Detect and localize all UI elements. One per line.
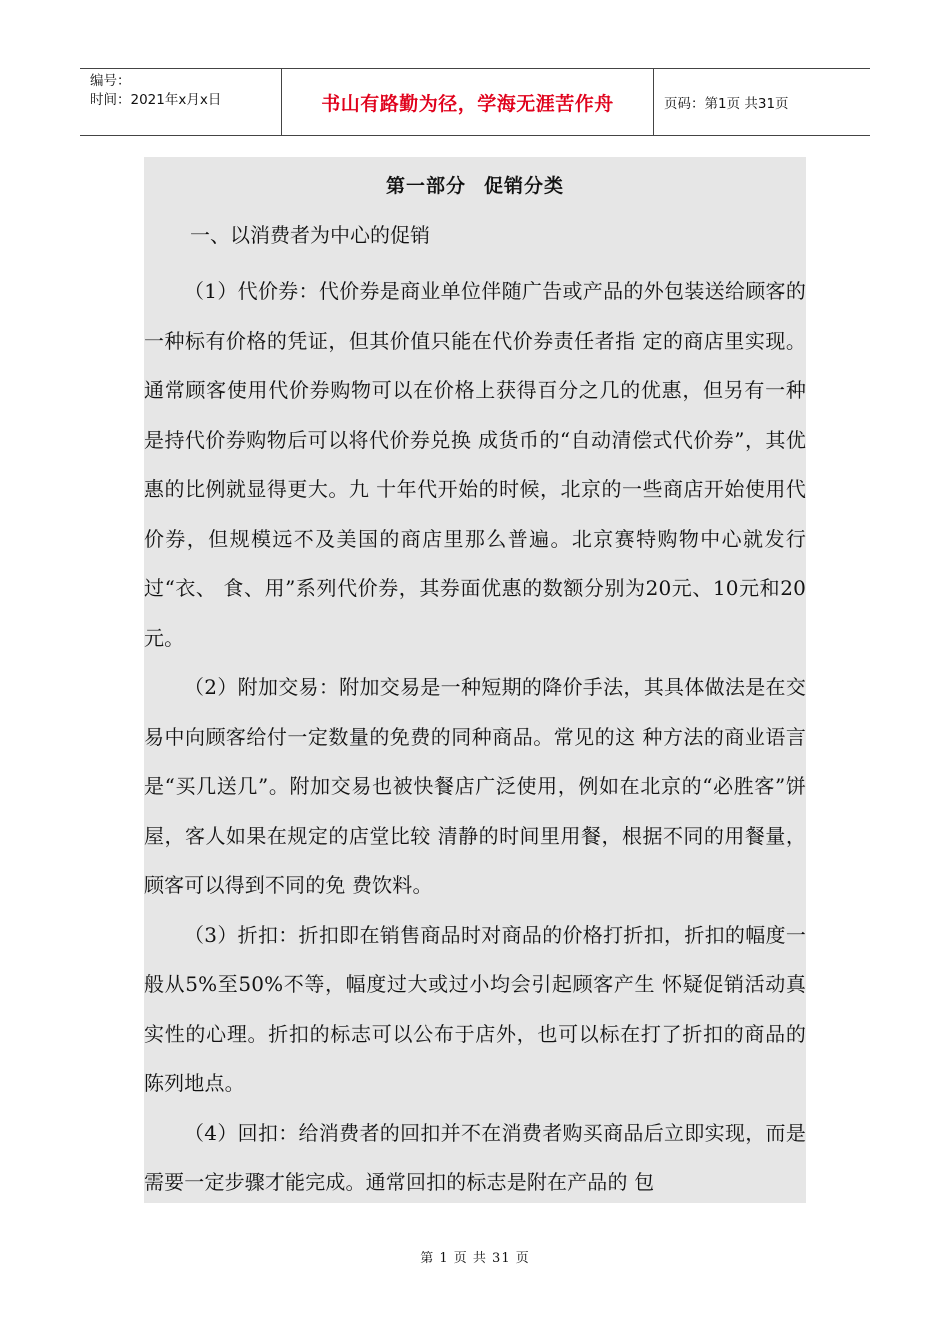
paragraph-rebate: （4）回扣：给消费者的回扣并不在消费者购买商品后立即实现，而是需要一定步骤才能完成。通常回扣的标志是附在产品的 包 xyxy=(144,1120,806,1194)
header-motto: 书山有路勤为径，学海无涯苦作舟 xyxy=(282,69,654,135)
body-text xyxy=(144,267,806,1208)
document-time-label: 时间：2021年x月x日 xyxy=(90,92,222,108)
paragraph-bonus-deal: （2）附加交易：附加交易是一种短期的降价手法，其具体做法是在交易中向顾客给付一定数量的免费的同种商品。常见的这 种方法的商业语言是“买几送几”。附加交易也被快餐店广泛使用，例如在北京的“必胜客”饼屋，客人如果在规定的店堂比较 清静的时间里用餐，根据不同的用餐量，顾客可以得到不同的免 费饮料。 xyxy=(144,675,806,897)
part-title-name: 促销分类 xyxy=(484,175,565,197)
paragraph-coupon: （1）代价券：代价券是商业单位伴随广告或产品的外包装送给顾客的一种标有价格的凭证，但其价值只能在代价券责任者指 定的商店里实现。通常顾客使用代价券购物可以在价格上获得百分之几的优惠，但另有一种是持代价券购物后可以将代价券兑换 成货币的“自动清偿式代价券”，其优惠的比例就显得更大。九 十年代开始的时候，北京的一些商店开始使用代价券，但规模远不及美国的商店里那么普遍。北京赛特购物中心就发行过“衣、 食、用”系列代价券，其券面优惠的数额分别为20元、10元和20 元。 xyxy=(144,279,806,650)
document-body xyxy=(144,157,806,1203)
header-meta-cell xyxy=(80,69,282,135)
part-title xyxy=(144,171,806,198)
header-page-info: 页码：第1页 共31页 xyxy=(664,96,789,112)
part-title-number: 第一部分 xyxy=(385,175,466,197)
document-number-label: 编号： xyxy=(90,73,131,89)
paragraph-discount: （3）折扣：折扣即在销售商品时对商品的价格打折扣，折扣的幅度一般从5%至50%不等，幅度过大或过小均会引起顾客产生 怀疑促销活动真实性的心理。折扣的标志可以公布于店外，也可以标在打了折扣的商品的陈列地点。 xyxy=(144,922,806,1095)
header-table xyxy=(80,68,870,136)
page-footer: 第 1 页 共 31 页 xyxy=(420,1251,530,1266)
section-heading: 一、以消费者为中心的促销 xyxy=(190,223,430,247)
